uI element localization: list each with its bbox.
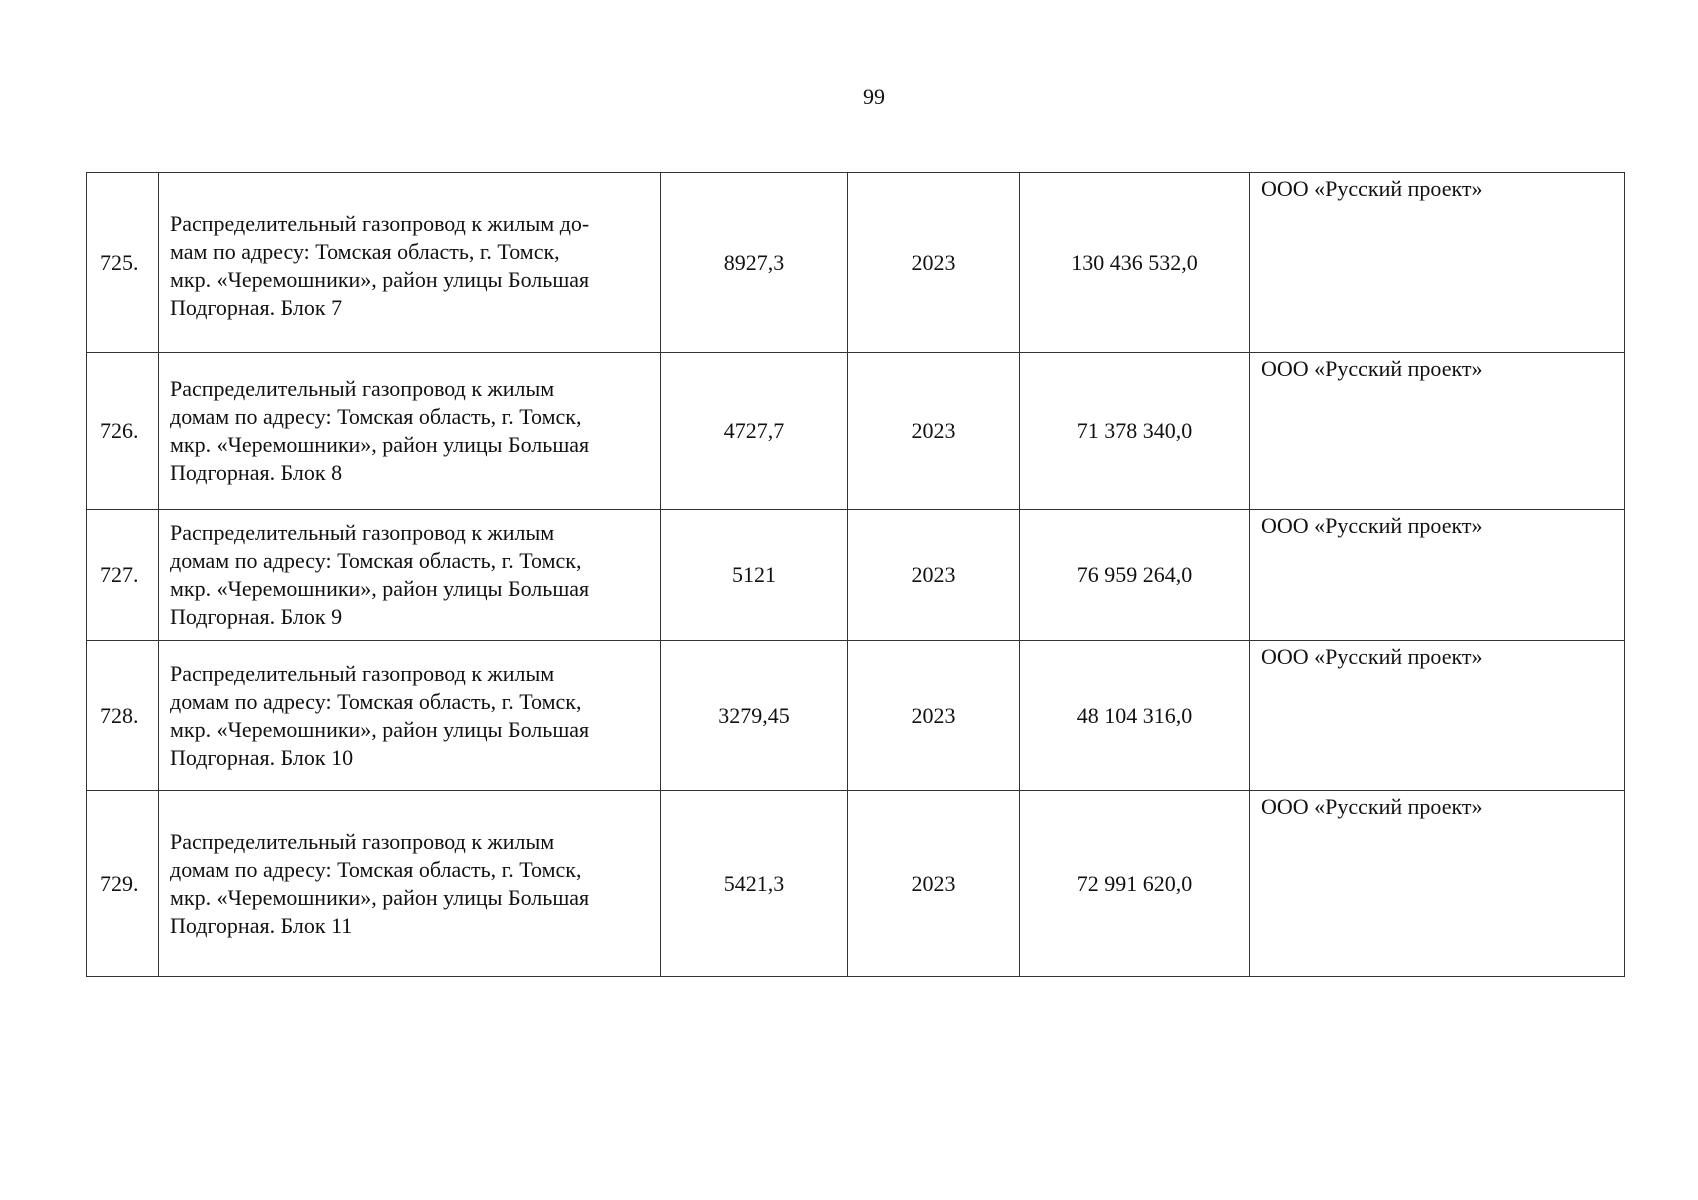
object-name	[159, 353, 661, 510]
table-row	[87, 510, 1625, 641]
length-value: 3279,45	[661, 641, 848, 791]
object-name-line: домам по адресу: Томская область, г. Томск,	[170, 688, 582, 714]
gas-pipeline-table	[86, 172, 1625, 977]
object-name-line: мкр. «Черемошники», район улицы Большая	[170, 884, 590, 910]
object-name-line: Распределительный газопровод к жилым	[170, 828, 555, 854]
organization-name: ООО «Русский проект»	[1250, 791, 1625, 977]
object-name-line: Подгорная. Блок 9	[170, 604, 343, 629]
organization-name: ООО «Русский проект»	[1250, 353, 1625, 510]
row-number: 726.	[87, 353, 159, 510]
length-value: 8927,3	[661, 173, 848, 353]
object-name-line: домам по адресу: Томская область, г. Томск,	[170, 548, 582, 573]
table-row	[87, 173, 1625, 353]
object-name-line: мкр. «Черемошники», район улицы Большая	[170, 576, 590, 601]
row-number: 727.	[87, 510, 159, 641]
object-name	[159, 510, 661, 641]
year-value: 2023	[848, 510, 1020, 641]
table-row	[87, 641, 1625, 791]
year-value: 2023	[848, 791, 1020, 977]
organization-name: ООО «Русский проект»	[1250, 510, 1625, 641]
cost-value: 76 959 264,0	[1020, 510, 1250, 641]
table-row	[87, 791, 1625, 977]
cost-value: 71 378 340,0	[1020, 353, 1250, 510]
object-name	[159, 641, 661, 791]
row-number: 725.	[87, 173, 159, 353]
length-value: 5421,3	[661, 791, 848, 977]
object-name-line: Распределительный газопровод к жилым	[170, 520, 555, 545]
object-name-line: домам по адресу: Томская область, г. Томск,	[170, 404, 582, 429]
object-name-line: мкр. «Черемошники», район улицы Большая	[170, 432, 590, 457]
object-name-line: Подгорная. Блок 11	[170, 912, 353, 938]
object-name-line: домам по адресу: Томская область, г. Томск,	[170, 856, 582, 882]
year-value: 2023	[848, 641, 1020, 791]
object-name-line: мам по адресу: Томская область, г. Томск,	[170, 238, 560, 264]
object-name	[159, 791, 661, 977]
organization-name: ООО «Русский проект»	[1250, 173, 1625, 353]
object-name-line: Распределительный газопровод к жилым	[170, 660, 555, 686]
row-number: 728.	[87, 641, 159, 791]
object-name-line: Распределительный газопровод к жилым до-	[170, 210, 590, 236]
object-name-line: Распределительный газопровод к жилым	[170, 376, 555, 401]
object-name-line: Подгорная. Блок 8	[170, 460, 343, 485]
object-name-line: мкр. «Черемошники», район улицы Большая	[170, 716, 590, 742]
length-value: 5121	[661, 510, 848, 641]
organization-name: ООО «Русский проект»	[1250, 641, 1625, 791]
cost-value: 48 104 316,0	[1020, 641, 1250, 791]
table-row	[87, 353, 1625, 510]
cost-value: 130 436 532,0	[1020, 173, 1250, 353]
length-value: 4727,7	[661, 353, 848, 510]
year-value: 2023	[848, 173, 1020, 353]
row-number: 729.	[87, 791, 159, 977]
object-name	[159, 173, 661, 353]
year-value: 2023	[848, 353, 1020, 510]
object-name-line: Подгорная. Блок 10	[170, 744, 354, 770]
cost-value: 72 991 620,0	[1020, 791, 1250, 977]
page-number: 99	[863, 84, 885, 109]
object-name-line: Подгорная. Блок 7	[170, 294, 343, 320]
object-name-line: мкр. «Черемошники», район улицы Большая	[170, 266, 590, 292]
